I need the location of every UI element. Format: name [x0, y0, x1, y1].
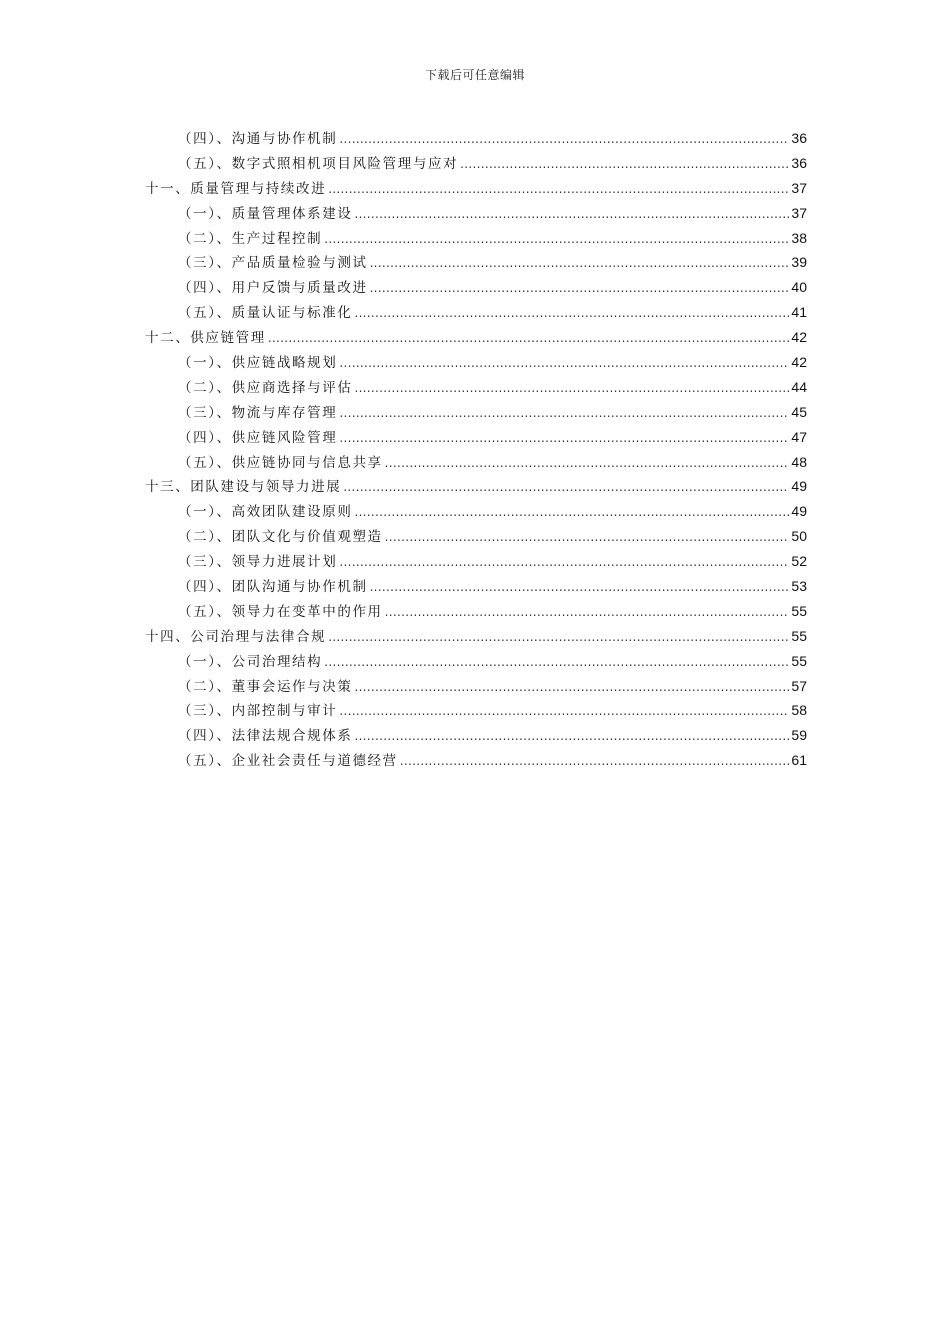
toc-entry-title: （三）、内部控制与审计	[178, 703, 338, 720]
toc-dot-leader	[328, 625, 789, 650]
toc-section-entry[interactable]	[145, 649, 807, 674]
toc-entry-page-number: 59	[791, 727, 807, 744]
toc-dot-leader	[343, 475, 789, 500]
toc-entry-title: （三）、产品质量检验与测试	[178, 255, 368, 272]
toc-entry-page-number: 41	[791, 304, 807, 321]
toc-entry-title: （二）、生产过程控制	[178, 230, 323, 247]
toc-entry-title: （三）、领导力进展计划	[178, 554, 338, 571]
toc-dot-leader	[370, 251, 790, 276]
toc-dot-leader	[339, 127, 789, 152]
toc-dot-leader	[354, 724, 789, 749]
toc-section-entry[interactable]	[145, 524, 807, 549]
toc-dot-leader	[370, 276, 790, 301]
toc-dot-leader	[354, 202, 789, 227]
toc-dot-leader	[400, 749, 790, 774]
toc-entry-title: （二）、董事会运作与决策	[178, 678, 353, 695]
toc-dot-leader	[354, 376, 789, 401]
toc-section-entry[interactable]	[145, 300, 807, 325]
toc-entry-title: （一）、供应链战略规划	[178, 355, 338, 372]
toc-entry-page-number: 44	[791, 378, 807, 395]
toc-dot-leader	[354, 301, 789, 326]
toc-dot-leader	[385, 600, 790, 625]
toc-entry-title: （四）、团队沟通与协作机制	[178, 579, 368, 596]
toc-section-entry[interactable]	[145, 275, 807, 300]
toc-section-entry[interactable]	[145, 499, 807, 524]
toc-dot-leader	[324, 227, 789, 252]
toc-entry-page-number: 50	[791, 528, 807, 545]
toc-section-entry[interactable]	[145, 574, 807, 599]
toc-entry-title: （五）、领导力在变革中的作用	[178, 603, 383, 620]
toc-entry-title: （四）、用户反馈与质量改进	[178, 280, 368, 297]
toc-entry-page-number: 42	[791, 329, 807, 346]
toc-entry-page-number: 40	[791, 279, 807, 296]
toc-entry-title: （五）、数字式照相机项目风险管理与应对	[178, 155, 459, 172]
toc-entry-title: （五）、供应链协同与信息共享	[178, 454, 383, 471]
toc-entry-title: （五）、质量认证与标准化	[178, 305, 353, 322]
toc-dot-leader	[268, 326, 790, 351]
toc-dot-leader	[354, 675, 789, 700]
toc-entry-page-number: 48	[791, 453, 807, 470]
toc-entry-page-number: 49	[791, 503, 807, 520]
toc-section-entry[interactable]	[145, 400, 807, 425]
toc-dot-leader	[339, 550, 789, 575]
toc-dot-leader	[339, 351, 789, 376]
toc-section-entry[interactable]	[145, 698, 807, 723]
toc-section-entry[interactable]	[145, 425, 807, 450]
toc-entry-title: （五）、企业社会责任与道德经营	[178, 753, 398, 770]
toc-entry-page-number: 36	[791, 154, 807, 171]
toc-chapter-entry[interactable]	[145, 624, 807, 649]
toc-entry-page-number: 38	[791, 229, 807, 246]
toc-dot-leader	[324, 650, 789, 675]
toc-entry-title: （一）、高效团队建设原则	[178, 504, 353, 521]
toc-dot-leader	[328, 177, 789, 202]
toc-chapter-entry[interactable]	[145, 474, 807, 499]
toc-section-entry[interactable]	[145, 723, 807, 748]
toc-section-entry[interactable]	[145, 226, 807, 251]
toc-entry-page-number: 45	[791, 403, 807, 420]
toc-dot-leader	[339, 699, 789, 724]
toc-entry-title: （四）、供应链风险管理	[178, 429, 338, 446]
toc-dot-leader	[339, 401, 789, 426]
toc-entry-page-number: 53	[791, 578, 807, 595]
toc-entry-page-number: 55	[791, 627, 807, 644]
toc-entry-title: （二）、供应商选择与评估	[178, 379, 353, 396]
toc-entry-page-number: 47	[791, 428, 807, 445]
toc-entry-title: （一）、质量管理体系建设	[178, 205, 353, 222]
toc-section-entry[interactable]	[145, 126, 807, 151]
toc-entry-title: 十二、供应链管理	[145, 330, 266, 347]
toc-section-entry[interactable]	[145, 599, 807, 624]
toc-section-entry[interactable]	[145, 674, 807, 699]
toc-entry-page-number: 49	[791, 478, 807, 495]
toc-dot-leader	[339, 426, 789, 451]
toc-entry-page-number: 37	[791, 179, 807, 196]
toc-dot-leader	[460, 152, 789, 177]
toc-chapter-entry[interactable]	[145, 325, 807, 350]
toc-entry-title: （一）、公司治理结构	[178, 653, 323, 670]
toc-entry-page-number: 55	[791, 602, 807, 619]
toc-entry-title: （四）、法律法规合规体系	[178, 728, 353, 745]
toc-entry-page-number: 36	[791, 130, 807, 146]
toc-section-entry[interactable]	[145, 748, 807, 773]
toc-dot-leader	[385, 451, 790, 476]
toc-section-entry[interactable]	[145, 375, 807, 400]
toc-section-entry[interactable]	[145, 450, 807, 475]
toc-entry-title: 十三、团队建设与领导力进展	[145, 479, 342, 496]
toc-entry-title: （四）、沟通与协作机制	[178, 131, 338, 147]
toc-section-entry[interactable]	[145, 201, 807, 226]
toc-dot-leader	[354, 500, 789, 525]
toc-section-entry[interactable]	[145, 151, 807, 176]
toc-entry-page-number: 37	[791, 204, 807, 221]
toc-entry-page-number: 52	[791, 553, 807, 570]
toc-chapter-entry[interactable]	[145, 176, 807, 201]
toc-section-entry[interactable]	[145, 250, 807, 275]
toc-entry-title: （二）、团队文化与价值观塑造	[178, 529, 383, 546]
toc-entry-page-number: 57	[791, 677, 807, 694]
toc-entry-page-number: 58	[791, 702, 807, 719]
toc-dot-leader	[385, 525, 790, 550]
toc-section-entry[interactable]	[145, 350, 807, 375]
toc-entry-page-number: 42	[791, 354, 807, 371]
page-header: 下载后可任意编辑	[424, 68, 525, 82]
toc-section-entry[interactable]	[145, 549, 807, 574]
toc-entry-title: （三）、物流与库存管理	[178, 404, 338, 421]
table-of-contents	[145, 126, 807, 773]
toc-entry-page-number: 61	[791, 752, 807, 769]
toc-entry-title: 十一、质量管理与持续改进	[145, 180, 327, 197]
toc-entry-page-number: 39	[791, 254, 807, 271]
toc-entry-page-number: 55	[791, 652, 807, 669]
toc-dot-leader	[370, 575, 790, 600]
toc-entry-title: 十四、公司治理与法律合规	[145, 628, 327, 645]
